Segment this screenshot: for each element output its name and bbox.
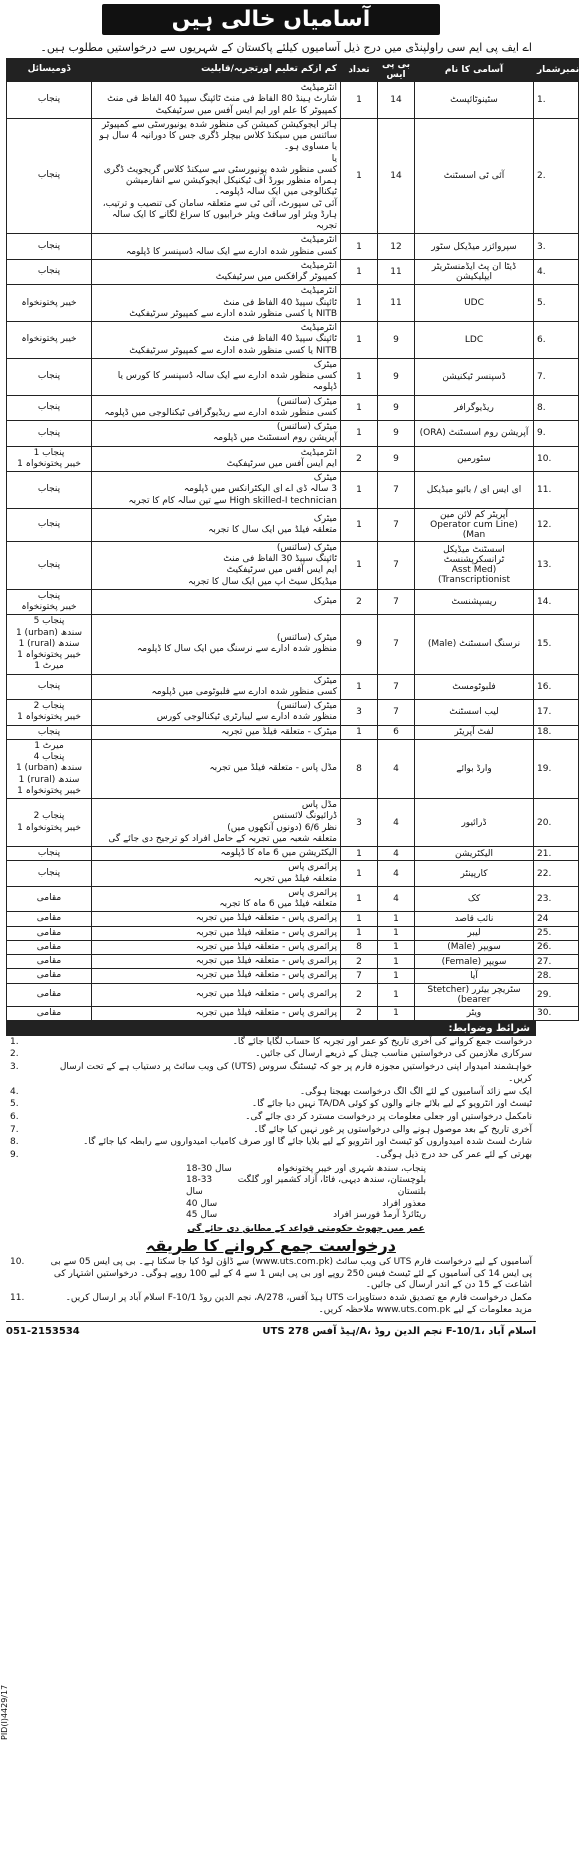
post-name: ریسپشنسٹ xyxy=(415,589,534,615)
age-value: 18-30 سال xyxy=(186,1163,232,1174)
table-row xyxy=(7,322,579,359)
post-domicile: مقامی xyxy=(7,926,92,940)
condition-number: 7. xyxy=(10,1124,19,1135)
post-domicile: پنجاب 2 خیبر پختونخواہ 1 xyxy=(7,799,92,847)
table-row xyxy=(7,969,579,983)
post-domicile: پنجاب xyxy=(7,395,92,421)
post-qualification: انٹرمیڈیٹ شارٹ ہینڈ 80 الفاظ فی منٹ ٹائپنگ سپیڈ 40 الفاظ فی منٹ کمپیوٹر کا علم اور ایم ایس آفس میں سرٹیفکیٹ xyxy=(92,82,341,119)
post-qualification: پرائمری پاس - متعلقہ فیلڈ میں تجربہ xyxy=(92,969,341,983)
condition-text: مکمل درخواست فارم مع تصدیق شدہ دستاویزات UTS ہیڈ آفس، 278/A، نجم الدین روڈ F-10/1 اسلام آباد پر ارسال کریں۔ مزید معلومات کے لیے www.uts.com.pk ملاحظہ کریں۔ xyxy=(65,1293,532,1315)
post-name: وارڈ بوائے xyxy=(415,739,534,798)
post-domicile: پنجاب 5 سندھ (urban) 1 سندھ (rural) 1 خیبر پختونخواہ 1 میرٹ 1 xyxy=(7,615,92,674)
post-bps: 7 xyxy=(378,508,415,541)
condition-text: آسامیوں کے لیے درخواست فارم UTS کی ویب سائٹ (www.uts.com.pk) سے ڈاؤن لوڈ کیا جا سکتا ہے۔ بی پی ایس 05 سے بی پی ایس 14 کی آسامیوں کے لئے ٹیسٹ فیس 250 روپے اور بی پی ایس 1 سے 4 کے لیے 100 روپے ہوگی۔ درخواستیں اشتہار کی اشاعت کے 15 دن کے اندر ارسال کی جائیں۔ xyxy=(50,1257,532,1291)
table-row xyxy=(7,955,579,969)
condition-text: ایک سے زائد آسامیوں کے لئے الگ الگ درخواست بھیجنا ہوگی۔ xyxy=(299,1086,532,1097)
post-domicile: پنجاب xyxy=(7,674,92,700)
post-bps: 1 xyxy=(378,1006,415,1020)
post-qualification: میٹرک xyxy=(92,589,341,615)
post-name: LDC xyxy=(415,322,534,359)
age-region: معذور افراد xyxy=(382,1198,426,1209)
advertisement-page xyxy=(6,4,579,1337)
post-count: 1 xyxy=(341,861,378,887)
post-count: 1 xyxy=(341,421,378,447)
row-number: 29. xyxy=(534,983,579,1006)
condition-item xyxy=(6,1125,536,1137)
apply-conditions-list xyxy=(6,1257,536,1316)
post-qualification: میٹرک (سائنس) منظور شدہ ادارے سے لیبارٹری ٹیکنالوجی کورس xyxy=(92,700,341,726)
post-bps: 9 xyxy=(378,322,415,359)
condition-number: 8. xyxy=(10,1137,19,1148)
post-bps: 7 xyxy=(378,472,415,509)
post-count: 1 xyxy=(341,358,378,395)
post-domicile: پنجاب خیبر پختونخواہ xyxy=(7,589,92,615)
post-bps: 1 xyxy=(378,969,415,983)
post-qualification: میٹرک - متعلقہ فیلڈ میں تجربہ xyxy=(92,725,341,739)
post-qualification: میٹرک (سائنس) ٹائپنگ سپیڈ 30 الفاظ فی منٹ ایم ایس آفس میں سرٹیفکیٹ میڈیکل سیٹ اپ میں ایک سال کا تجربہ xyxy=(92,541,341,589)
post-domicile: پنجاب xyxy=(7,358,92,395)
post-qualification: انٹرمیڈیٹ ایم ایس آفس میں سرٹیفکیٹ xyxy=(92,446,341,472)
table-row xyxy=(7,472,579,509)
condition-text: شارٹ لسٹ شدہ امیدواروں کو ٹیسٹ اور انٹرویو کے لیے بلایا جائے گا اور صرف کامیاب امیدواروں سے رابطہ کیا جائے گا۔ xyxy=(83,1137,532,1148)
post-bps: 14 xyxy=(378,82,415,119)
condition-item xyxy=(6,1037,536,1049)
post-qualification: پرائمری پاس - متعلقہ فیلڈ میں تجربہ xyxy=(92,983,341,1006)
age-limit-box xyxy=(186,1164,426,1234)
post-name: ڈسپنسر ٹیکنیشن xyxy=(415,358,534,395)
post-bps: 6 xyxy=(378,725,415,739)
post-bps: 4 xyxy=(378,861,415,887)
conditions-title: شرائط وضوابط: xyxy=(6,1021,536,1036)
row-number: 16. xyxy=(534,674,579,700)
post-name: لیب اسسٹنٹ xyxy=(415,700,534,726)
post-count: 1 xyxy=(341,472,378,509)
post-domicile: پنجاب xyxy=(7,861,92,887)
post-name: لیبر xyxy=(415,926,534,940)
header-no: نمبرشمار xyxy=(534,59,579,82)
condition-text: آخری تاریخ کے بعد موصول ہونے والی درخواستوں پر غور نہیں کیا جائے گا۔ xyxy=(253,1124,532,1135)
row-number: 11. xyxy=(534,472,579,509)
post-count: 1 xyxy=(341,322,378,359)
post-qualification: ہائر ایجوکیشن کمیشن کی منظور شدہ یونیورسٹی سے کمپیوٹر سائنس میں سیکنڈ کلاس بیچلر ڈگری جس کا دورانیہ 4 سال ہو یا مساوی ہو۔ یا کسی منظور شدہ یونیورسٹی سے سیکنڈ کلاس گریجویٹ ڈگری ہمراہ منظور بورڈ آف ٹیکنیکل ایجوکیشن سے انفارمیشن ٹیکنالوجی میں ایک سالہ ڈپلومہ۔ آئی ٹی سپورٹ، آئی ٹی سے متعلقہ سامان کی تنصیب و ترتیب، ہارڈ ویئر اور سافٹ ویئر خرابیوں کا سراغ لگانے کا ایک سالہ تجربہ xyxy=(92,118,341,234)
table-row xyxy=(7,395,579,421)
post-bps: 7 xyxy=(378,541,415,589)
title-wrap xyxy=(6,4,536,35)
post-count: 1 xyxy=(341,395,378,421)
post-name: ڈرائیور xyxy=(415,799,534,847)
post-count: 3 xyxy=(341,799,378,847)
post-qualification: میٹرک (سائنس) کسی منظور شدہ ادارے سے ریڈیوگرافی ٹیکنالوجی میں ڈپلومہ xyxy=(92,395,341,421)
table-row xyxy=(7,446,579,472)
post-name: ڈیٹا ان پٹ ایڈمنسٹریٹر ایپلیکیشن xyxy=(415,259,534,285)
row-number: 8. xyxy=(534,395,579,421)
condition-number: 6. xyxy=(10,1111,19,1122)
post-bps: 9 xyxy=(378,446,415,472)
post-qualification: میٹرک (سائنس) منظور شدہ ادارے سے نرسنگ میں ایک سال کا ڈپلومہ xyxy=(92,615,341,674)
post-name: آیا xyxy=(415,969,534,983)
post-bps: 1 xyxy=(378,983,415,1006)
row-number: 4. xyxy=(534,259,579,285)
post-domicile: مقامی xyxy=(7,955,92,969)
post-name: سٹریچر بیئرر (Stetcher bearer) xyxy=(415,983,534,1006)
post-domicile: خیبر پختونخواہ xyxy=(7,322,92,359)
post-qualification: پرائمری پاس متعلقہ فیلڈ میں 6 ماہ کا تجربہ xyxy=(92,886,341,912)
post-count: 1 xyxy=(341,259,378,285)
post-bps: 9 xyxy=(378,358,415,395)
post-name: ویٹر xyxy=(415,1006,534,1020)
footer-phone: 051-2153534 xyxy=(6,1325,80,1337)
post-qualification: انٹرمیڈیٹ کمپیوٹر گرافکس میں سرٹیفکیٹ xyxy=(92,259,341,285)
post-domicile: پنجاب xyxy=(7,725,92,739)
post-qualification: میٹرک (سائنس) آپریشن روم اسسٹنٹ میں ڈپلومہ xyxy=(92,421,341,447)
post-bps: 4 xyxy=(378,886,415,912)
table-row xyxy=(7,739,579,798)
post-count: 1 xyxy=(341,886,378,912)
table-row xyxy=(7,508,579,541)
post-count: 2 xyxy=(341,1006,378,1020)
condition-text: خواہشمند امیدوار اپنی درخواستیں مجوزہ فارم پر جو کہ ٹیسٹنگ سروس (UTS) کی ویب سائٹ پر دستیاب ہے کے تحت ارسال کریں۔ xyxy=(59,1062,532,1084)
age-value: 18-33 سال xyxy=(186,1175,213,1197)
row-number: 14. xyxy=(534,589,579,615)
post-domicile: مقامی xyxy=(7,1006,92,1020)
table-header-row xyxy=(7,59,579,82)
post-name: سٹورمین xyxy=(415,446,534,472)
age-region: بلوچستان، سندھ دیہی، فاٹا، آزاد کشمیر اور گلگت بلتستان xyxy=(237,1175,426,1197)
row-number: 7. xyxy=(534,358,579,395)
table-row xyxy=(7,926,579,940)
row-number: 23. xyxy=(534,886,579,912)
post-name: الیکٹریشن xyxy=(415,847,534,861)
table-row xyxy=(7,847,579,861)
row-number: 27. xyxy=(534,955,579,969)
post-name: کک xyxy=(415,886,534,912)
post-name: آپریٹر کم لائن مین (Operator cum Line Man) xyxy=(415,508,534,541)
post-count: 1 xyxy=(341,541,378,589)
post-bps: 7 xyxy=(378,674,415,700)
condition-number: 9. xyxy=(10,1149,19,1160)
post-bps: 4 xyxy=(378,739,415,798)
condition-number: 5. xyxy=(10,1099,19,1110)
post-name: سویپر (Female) xyxy=(415,955,534,969)
post-name: فلبوٹومسٹ xyxy=(415,674,534,700)
age-note: عمر میں چھوٹ حکومتی قواعد کے مطابق دی جائے گی xyxy=(187,1224,425,1235)
condition-item xyxy=(6,1087,536,1099)
row-number: 9. xyxy=(534,421,579,447)
post-bps: 1 xyxy=(378,940,415,954)
post-bps: 9 xyxy=(378,421,415,447)
row-number: 19. xyxy=(534,739,579,798)
post-domicile: مقامی xyxy=(7,983,92,1006)
table-row xyxy=(7,82,579,119)
row-number: 22. xyxy=(534,861,579,887)
post-name: سویپر (Male) xyxy=(415,940,534,954)
post-count: 8 xyxy=(341,739,378,798)
post-bps: 4 xyxy=(378,847,415,861)
row-number: 10. xyxy=(534,446,579,472)
post-bps: 4 xyxy=(378,799,415,847)
age-limit-row xyxy=(186,1175,426,1198)
post-count: 1 xyxy=(341,234,378,260)
post-count: 8 xyxy=(341,940,378,954)
post-bps: 1 xyxy=(378,912,415,926)
post-qualification: میٹرک کسی منظور شدہ ادارے سے ایک سالہ ڈسپنسر کا کورس یا ڈپلومہ xyxy=(92,358,341,395)
row-number: 30. xyxy=(534,1006,579,1020)
age-limit-row xyxy=(186,1164,426,1176)
table-row xyxy=(7,118,579,234)
post-domicile: پنجاب xyxy=(7,508,92,541)
post-bps: 1 xyxy=(378,926,415,940)
post-count: 2 xyxy=(341,446,378,472)
post-count: 1 xyxy=(341,508,378,541)
table-row xyxy=(7,421,579,447)
row-number: 2. xyxy=(534,118,579,234)
footer-address: UTS ہیڈ آفس 278/A، نجم الدین روڈ F-10/1، اسلام آباد xyxy=(262,1325,536,1337)
header-qualification: کم ازکم تعلیم اورتجربہ/قابلیت xyxy=(92,59,341,82)
post-name: کارپینٹر xyxy=(415,861,534,887)
row-number: 20. xyxy=(534,799,579,847)
row-number: 28. xyxy=(534,969,579,983)
post-count: 3 xyxy=(341,700,378,726)
condition-item xyxy=(6,1099,536,1111)
post-name: ریڈیوگرافر xyxy=(415,395,534,421)
row-number: 15. xyxy=(534,615,579,674)
row-number: 3. xyxy=(534,234,579,260)
post-bps: 7 xyxy=(378,589,415,615)
table-row xyxy=(7,912,579,926)
table-row xyxy=(7,799,579,847)
condition-item xyxy=(6,1293,536,1316)
post-qualification: انٹرمیڈیٹ ٹائپنگ سپیڈ 40 الفاظ فی منٹ NITB یا کسی منظور شدہ ادارے سے کمپیوٹر سرٹیفکیٹ xyxy=(92,322,341,359)
condition-number: 3. xyxy=(10,1062,19,1073)
condition-number: 2. xyxy=(10,1049,19,1060)
post-name: لفٹ آپریٹر xyxy=(415,725,534,739)
condition-item xyxy=(6,1150,536,1162)
post-domicile: پنجاب xyxy=(7,234,92,260)
row-number: 6. xyxy=(534,322,579,359)
post-name: نائب قاصد xyxy=(415,912,534,926)
post-bps: 1 xyxy=(378,955,415,969)
post-domicile: مقامی xyxy=(7,912,92,926)
header-domicile: ڈومیسائل xyxy=(7,59,92,82)
post-qualification: میٹرک 3 سالہ ڈی اے ای الیکٹرانکس میں ڈپلومہ High skilled-I technician سے تین سالہ کام کا تجربہ xyxy=(92,472,341,509)
post-qualification: پرائمری پاس متعلقہ فیلڈ میں تجربہ xyxy=(92,861,341,887)
age-value: 40 سال xyxy=(186,1198,218,1209)
table-body xyxy=(7,82,579,1021)
post-qualification: انٹرمیڈیٹ ٹائپنگ سپیڈ 40 الفاظ فی منٹ NITB یا کسی منظور شدہ ادارے سے کمپیوٹر سرٹیفکیٹ xyxy=(92,285,341,322)
footer xyxy=(6,1321,536,1337)
post-domicile: مقامی xyxy=(7,886,92,912)
condition-text: سرکاری ملازمین کی درخواستیں مناسب چینل کے ذریعے ارسال کی جائیں۔ xyxy=(255,1049,532,1060)
condition-number: 4. xyxy=(10,1086,19,1097)
table-row xyxy=(7,861,579,887)
post-domicile: میرٹ 1 پنجاب 4 سندھ (urban) 1 سندھ (rural) 1 خیبر پختونخواہ 1 xyxy=(7,739,92,798)
post-name: اسسٹنٹ میڈیکل ٹرانسکرپشنسٹ (Asst Med Transcriptionist) xyxy=(415,541,534,589)
table-row xyxy=(7,358,579,395)
post-name: آئی ٹی اسسٹنٹ xyxy=(415,118,534,234)
post-qualification: میٹرک متعلقہ فیلڈ میں ایک سال کا تجربہ xyxy=(92,508,341,541)
condition-item xyxy=(6,1112,536,1124)
post-name: نرسنگ اسسٹنٹ (Male) xyxy=(415,615,534,674)
age-limit-row xyxy=(186,1210,426,1222)
post-bps: 11 xyxy=(378,285,415,322)
post-domicile: پنجاب xyxy=(7,472,92,509)
post-count: 1 xyxy=(341,82,378,119)
condition-text: نامکمل درخواستیں اور جعلی معلومات پر درخواست مسترد کر دی جائے گی۔ xyxy=(245,1111,532,1122)
post-count: 9 xyxy=(341,615,378,674)
conditions-list xyxy=(6,1037,536,1162)
post-domicile: مقامی xyxy=(7,940,92,954)
table-row xyxy=(7,285,579,322)
post-qualification: مڈل پاس ڈرائیونگ لائسنس نظر 6/6 (دونوں آنکھوں میں) متعلقہ شعبہ میں تجربہ کے حامل افراد کو ترجیح دی جائے گی xyxy=(92,799,341,847)
post-bps: 12 xyxy=(378,234,415,260)
post-count: 1 xyxy=(341,725,378,739)
condition-number: 10. xyxy=(10,1257,25,1268)
table-row xyxy=(7,589,579,615)
condition-item xyxy=(6,1137,536,1149)
page-title: آسامیاں خالی ہیں xyxy=(102,4,441,35)
row-number: 25. xyxy=(534,926,579,940)
condition-item xyxy=(6,1062,536,1085)
age-limit-row xyxy=(186,1199,426,1211)
header-count: تعداد xyxy=(341,59,378,82)
table-row xyxy=(7,725,579,739)
post-name: UDC xyxy=(415,285,534,322)
row-number: 18. xyxy=(534,725,579,739)
table-row xyxy=(7,259,579,285)
post-domicile: پنجاب 1 خیبر پختونخواہ 1 xyxy=(7,446,92,472)
table-row xyxy=(7,940,579,954)
post-domicile: پنجاب xyxy=(7,541,92,589)
post-bps: 9 xyxy=(378,395,415,421)
post-qualification: مڈل پاس - متعلقہ فیلڈ میں تجربہ xyxy=(92,739,341,798)
age-limit-list xyxy=(186,1164,426,1222)
post-count: 1 xyxy=(341,118,378,234)
post-domicile: پنجاب xyxy=(7,82,92,119)
post-count: 1 xyxy=(341,926,378,940)
post-domicile: پنجاب xyxy=(7,421,92,447)
row-number: 12. xyxy=(534,508,579,541)
post-count: 1 xyxy=(341,674,378,700)
post-count: 2 xyxy=(341,983,378,1006)
condition-number: 1. xyxy=(10,1036,19,1047)
post-count: 2 xyxy=(341,955,378,969)
age-value: 45 سال xyxy=(186,1210,218,1221)
post-bps: 7 xyxy=(378,615,415,674)
row-number: 24 xyxy=(534,912,579,926)
apply-title: درخواست جمع کروانے کا طریقہ xyxy=(146,1236,396,1256)
post-qualification: پرائمری پاس - متعلقہ فیلڈ میں تجربہ xyxy=(92,940,341,954)
table-row xyxy=(7,983,579,1006)
post-bps: 7 xyxy=(378,700,415,726)
post-domicile: پنجاب 2 خیبر پختونخواہ 1 xyxy=(7,700,92,726)
post-name: سپروائزر میڈیکل سٹور xyxy=(415,234,534,260)
row-number: 13. xyxy=(534,541,579,589)
post-name: آپریشن روم اسسٹنٹ (ORA) xyxy=(415,421,534,447)
row-number: 26. xyxy=(534,940,579,954)
table-row xyxy=(7,615,579,674)
post-count: 1 xyxy=(341,285,378,322)
table-row xyxy=(7,674,579,700)
post-qualification: انٹرمیڈیٹ کسی منظور شدہ ادارے سے ایک سالہ ڈسپنسر کا ڈپلومہ xyxy=(92,234,341,260)
post-count: 7 xyxy=(341,969,378,983)
table-row xyxy=(7,700,579,726)
post-count: 1 xyxy=(341,912,378,926)
post-domicile: پنجاب xyxy=(7,847,92,861)
row-number: 17. xyxy=(534,700,579,726)
condition-text: ٹیسٹ اور انٹرویو کے لیے بلائے جانے والوں کو کوئی TA/DA نہیں دیا جائے گا۔ xyxy=(251,1099,532,1110)
condition-number: 11. xyxy=(10,1293,25,1304)
table-row xyxy=(7,234,579,260)
row-number: 21. xyxy=(534,847,579,861)
publication-code: PID(I)4429/17 xyxy=(0,1684,9,1740)
post-domicile: مقامی xyxy=(7,969,92,983)
post-domicile: پنجاب xyxy=(7,259,92,285)
post-qualification: پرائمری پاس - متعلقہ فیلڈ میں تجربہ xyxy=(92,1006,341,1020)
post-bps: 11 xyxy=(378,259,415,285)
table-row xyxy=(7,541,579,589)
condition-item xyxy=(6,1049,536,1061)
row-number: 5. xyxy=(534,285,579,322)
table-row xyxy=(7,1006,579,1020)
post-count: 1 xyxy=(341,847,378,861)
post-qualification: الیکٹریشن میں 6 ماہ کا ڈپلومہ xyxy=(92,847,341,861)
post-qualification: پرائمری پاس - متعلقہ فیلڈ میں تجربہ xyxy=(92,955,341,969)
header-post: آسامی کا نام xyxy=(415,59,534,82)
post-qualification: میٹرک کسی منظور شدہ ادارے سے فلبوٹومی میں ڈپلومہ xyxy=(92,674,341,700)
condition-text: بھرتی کے لئے عمر کی حد درج ذیل ہوگی۔ xyxy=(375,1149,532,1160)
post-qualification: پرائمری پاس - متعلقہ فیلڈ میں تجربہ xyxy=(92,926,341,940)
post-bps: 14 xyxy=(378,118,415,234)
condition-item xyxy=(6,1257,536,1292)
table-row xyxy=(7,886,579,912)
post-name: سٹینوٹائپسٹ xyxy=(415,82,534,119)
post-domicile: خیبر پختونخواہ xyxy=(7,285,92,322)
header-bps: بی پی ایس xyxy=(378,59,415,82)
post-count: 2 xyxy=(341,589,378,615)
intro-text: اے ایف پی ایم سی راولپنڈی میں درج ذیل آسامیوں کیلئے پاکستان کے شہریوں سے درخواستیں مطلوب ہیں۔ xyxy=(40,41,532,54)
condition-text: درخواست جمع کروانے کی آخری تاریخ کو عمر اور تجربہ کا حساب لگایا جائے گا۔ xyxy=(232,1036,532,1047)
post-domicile: پنجاب xyxy=(7,118,92,234)
post-name: ای ایس ای / بائیو میڈیکل xyxy=(415,472,534,509)
vacancy-table xyxy=(6,58,579,1021)
age-region: ریٹائرڈ آرمڈ فورسز افراد xyxy=(333,1210,426,1221)
age-region: پنجاب، سندھ شہری اور خیبر پختونخواہ xyxy=(276,1163,426,1174)
row-number: 1. xyxy=(534,82,579,119)
post-qualification: پرائمری پاس - متعلقہ فیلڈ میں تجربہ xyxy=(92,912,341,926)
